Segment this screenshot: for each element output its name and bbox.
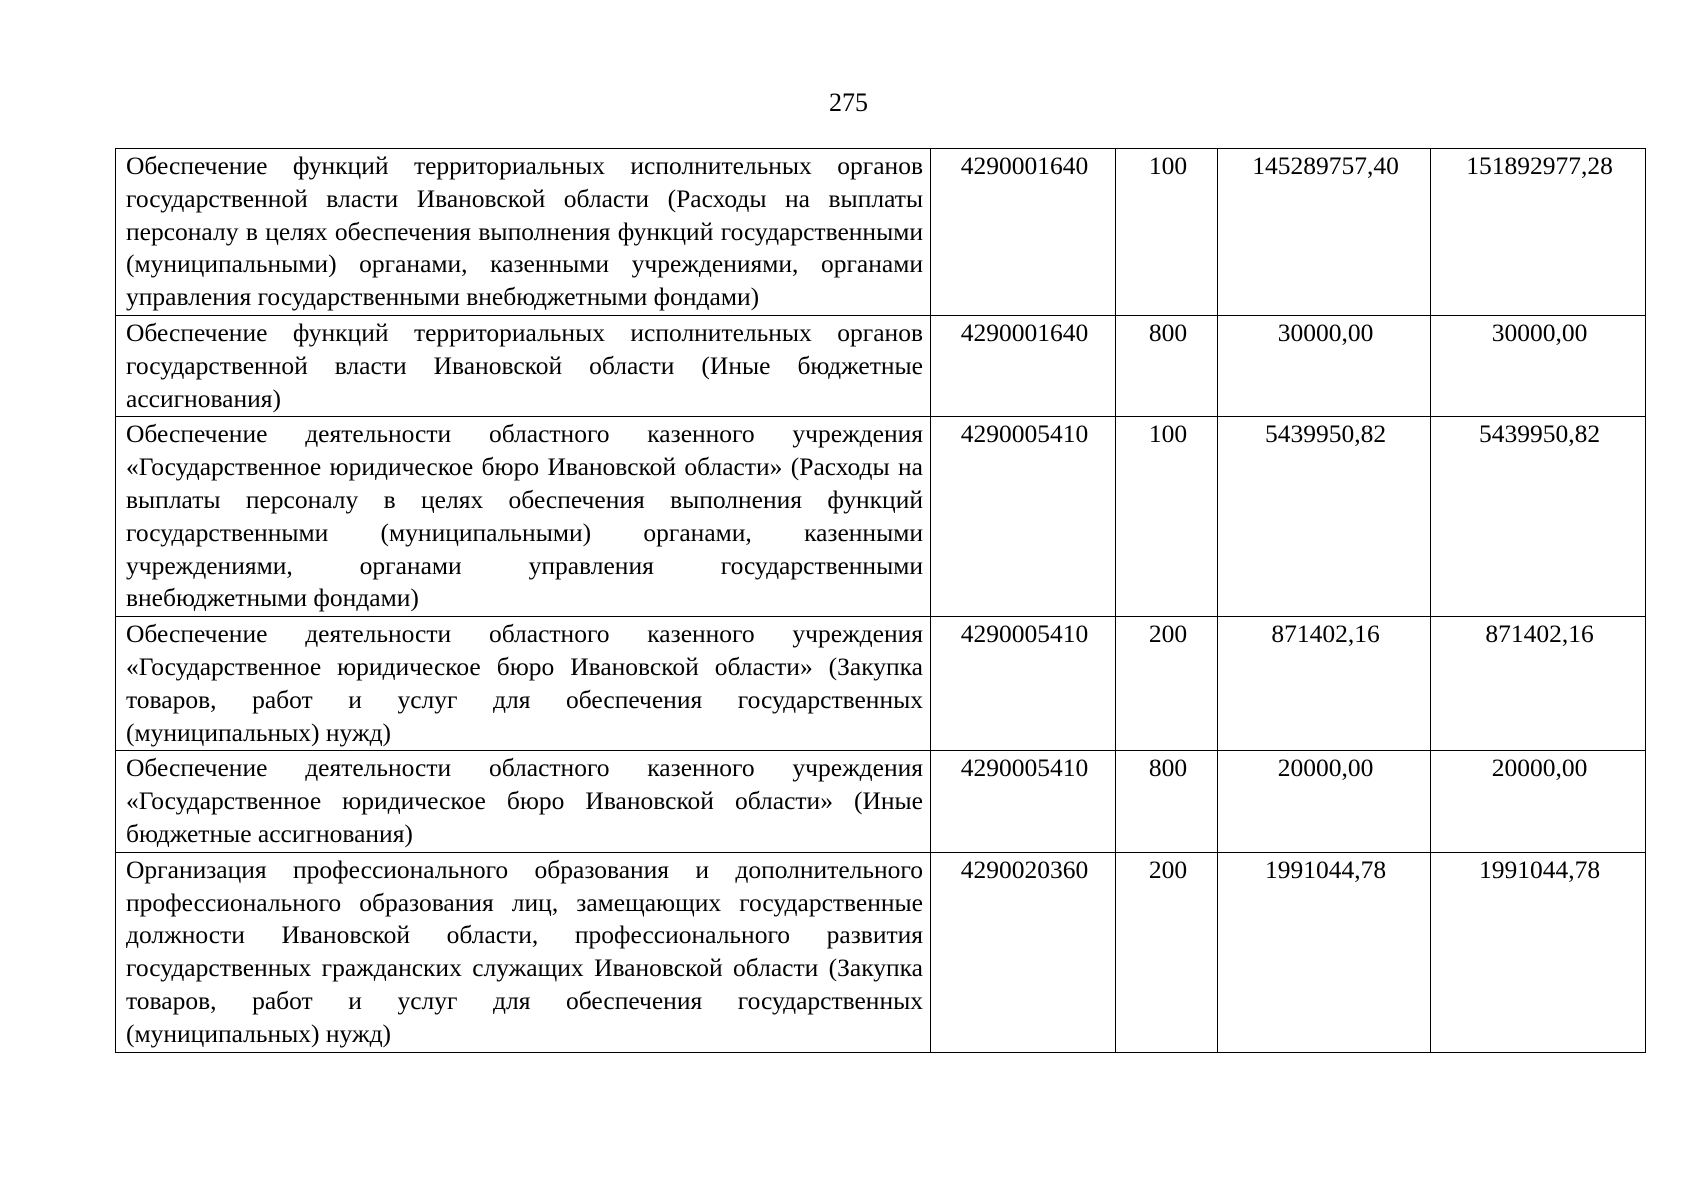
table-row <box>116 852 1646 1052</box>
table-row <box>116 751 1646 852</box>
row-amount-2: 871402,16 <box>1431 617 1646 751</box>
row-target-code: 4290005410 <box>931 417 1116 617</box>
table-row <box>116 417 1646 617</box>
row-expense-type: 800 <box>1116 315 1218 416</box>
row-expense-type: 100 <box>1116 417 1218 617</box>
row-amount-2: 30000,00 <box>1431 315 1646 416</box>
row-expense-type: 200 <box>1116 852 1218 1052</box>
table-row <box>116 617 1646 751</box>
row-amount-1: 145289757,40 <box>1218 149 1431 316</box>
row-amount-1: 20000,00 <box>1218 751 1431 852</box>
row-target-code: 4290001640 <box>931 149 1116 316</box>
row-description: Обеспечение деятельности областного казенного учреждения «Государственное юридическое бюро Ивановской области» (Расходы на выплаты персоналу в целях обеспечения выполнения функций государственными (муниципальными) органами, казенными учреждениями, органами управления государственными внебюджетными фондами) <box>116 417 931 617</box>
table-row <box>116 315 1646 416</box>
row-amount-2: 1991044,78 <box>1431 852 1646 1052</box>
row-amount-1: 871402,16 <box>1218 617 1431 751</box>
row-expense-type: 800 <box>1116 751 1218 852</box>
row-amount-1: 30000,00 <box>1218 315 1431 416</box>
row-amount-2: 5439950,82 <box>1431 417 1646 617</box>
row-expense-type: 100 <box>1116 149 1218 316</box>
budget-table <box>115 148 1646 1053</box>
row-target-code: 4290001640 <box>931 315 1116 416</box>
row-amount-2: 151892977,28 <box>1431 149 1646 316</box>
row-amount-1: 1991044,78 <box>1218 852 1431 1052</box>
table-row <box>116 149 1646 316</box>
row-target-code: 4290005410 <box>931 751 1116 852</box>
row-description: Обеспечение функций территориальных исполнительных органов государственной власти Ивановской области (Расходы на выплаты персоналу в целях обеспечения выполнения функций государственными (муниципальными) органами, казенными учреждениями, органами управления государственными внебюджетными фондами) <box>116 149 931 316</box>
row-target-code: 4290020360 <box>931 852 1116 1052</box>
row-expense-type: 200 <box>1116 617 1218 751</box>
row-target-code: 4290005410 <box>931 617 1116 751</box>
row-description: Организация профессионального образования и дополнительного профессионального образования лиц, замещающих государственные должности Ивановской области, профессионального развития государственных гражданских служащих Ивановской области (Закупка товаров, работ и услуг для обеспечения государственных (муниципальных) нужд) <box>116 852 931 1052</box>
row-description: Обеспечение деятельности областного казенного учреждения «Государственное юридическое бюро Ивановской области» (Иные бюджетные ассигнования) <box>116 751 931 852</box>
row-amount-2: 20000,00 <box>1431 751 1646 852</box>
row-description: Обеспечение деятельности областного казенного учреждения «Государственное юридическое бюро Ивановской области» (Закупка товаров, работ и услуг для обеспечения государственных (муниципальных) нужд) <box>116 617 931 751</box>
row-amount-1: 5439950,82 <box>1218 417 1431 617</box>
page-number: 275 <box>829 88 868 117</box>
row-description: Обеспечение функций территориальных исполнительных органов государственной власти Ивановской области (Иные бюджетные ассигнования) <box>116 315 931 416</box>
